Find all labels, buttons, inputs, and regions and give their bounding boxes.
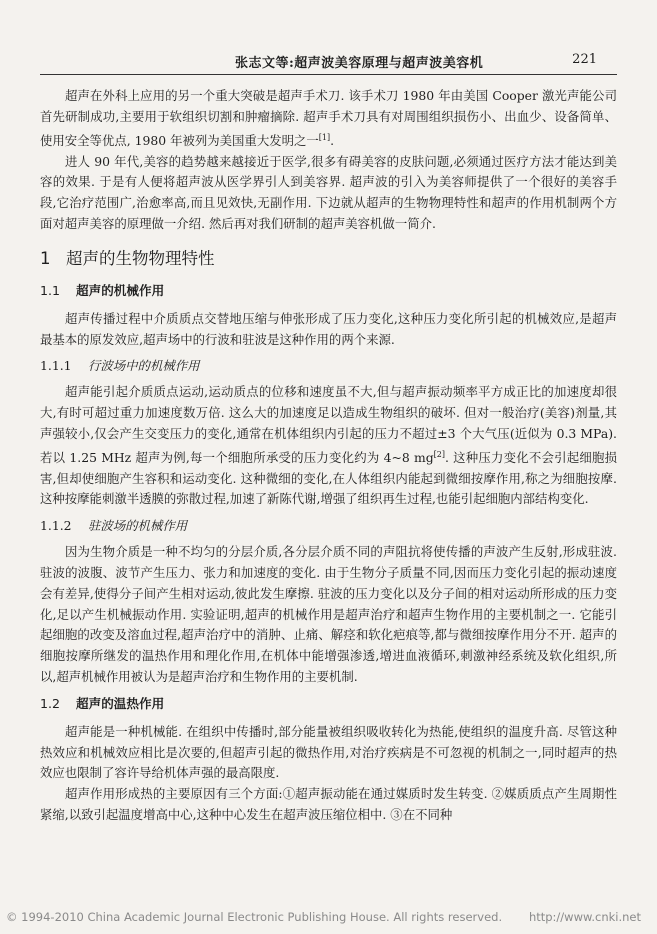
subsubsection-number: 1.1.2 [40, 518, 72, 534]
subsubsection-heading [40, 516, 617, 536]
paragraph: 超声能引起介质质点运动,运动质点的位移和速度虽不大,但与超声振动频率平方成正比的加速度却很大,有时可超过重力加速度数万倍. 这么大的加速度足以造成生物组织的破坏. 但对一般治疗(美容)剂量,其声强较小,仅会产生交变压力的变化,通常在机体组织内引起的压力不超过±3 个大气压(近似为 0.3 MPa). 若以 1.25 MHz 超声为例,每一个细胞所承受的压力变化约为 4~8 mg[2]. 这种压力变化不会引起细胞损害,但却使细胞产生容积和运动变化. 这种微细的变化,在人体组织内能起到微细按摩作用,称之为细胞按摩. 这种按摩能刺激半透膜的弥散过程,加速了新陈代谢,增强了组织再生过程,也能引起细胞内部结构变化. [40, 384, 617, 507]
subsubsection-heading [40, 356, 617, 376]
intro-paragraph-1: 超声在外科上应用的另一个重大突破是超声手术刀. 该手术刀 1980 年由美国 Cooper 激光声能公司首先研制成功,主要用于软组织切割和肿瘤摘除. 超声手术刀具有对周围组织损伤小、出血少、设备简单、使用安全等优点, 1980 年被列为美国重大发明之一[1]. [40, 88, 617, 148]
paragraph: 因为生物介质是一种不均匀的分层介质,各分层介质不同的声阻抗将使传播的声波产生反射,形成驻波. 驻波的波腹、波节产生压力、张力和加速度的变化. 由于生物分子质量不同,因而压力变化引起的振动速度会有差异,使得分子间产生相对运动,彼此发生摩擦. 驻波的压力变化以及分子间的相对运动所形成的压力变化,足以产生机械振动作用. 实验证明,超声的机械作用是超声治疗和超声生物作用的主要机制之一. 它能引起细胞的改变及溶血过程,超声治疗中的消肿、止痛、解痉和软化疤痕等,都与微细按摩作用分不开. 超声的细胞按摩所继发的温热作用和理化作用,在机体中能增强渗透,增进血液循环,刺激神经系统及软化组织,所以,超声机械作用被认为是超声治疗和生物作用的主要机制. [40, 544, 617, 684]
copyright-notice: © 1994-2010 China Academic Journal Electronic Publishing House. All rights reserved. [6, 910, 503, 924]
running-header [40, 52, 617, 75]
subsubsection-number: 1.1.1 [40, 358, 72, 374]
section-title: 超声的生物物理特性 [66, 248, 215, 268]
intro-paragraph-2: 进人 90 年代,美容的趋势越来越接近于医学,很多有碍美容的皮肤问题,必须通过医疗方法才能达到美容的效果. 于是有人便将超声波从医学界引人到美容界. 超声波的引入为美容师提供了一个很好的美容手段,它治疗范围广,治愈率高,而且见效快,无副作用. 下边就从超声的生物物理特性和超声的作用机制两个方面对超声美容的原理做一介绍. 然后再对我们研制的超声美容机做一简介. [40, 153, 617, 231]
paragraph: 超声传播过程中介质质点交替地压缩与伸张形成了压力变化,这种压力变化所引起的机械效应,是超声最基本的原发效应,超声场中的行波和驻波是这种作用的两个来源. [40, 310, 617, 347]
section-heading [40, 247, 617, 271]
footer-link[interactable]: http://www.cnki.net [528, 910, 641, 924]
citation-ref[interactable]: [1] [318, 132, 331, 142]
paragraph: 超声能是一种机械能. 在组织中传播时,部分能量被组织吸收转化为热能,使组织的温度升高. 尽管这种热效应和机械效应相比是次要的,但超声引起的微热作用,对治疗疾病是不可忽视的机制之一,同时超声的热效应也限制了容许导给机体声强的最高限度. [40, 723, 617, 781]
page-number: 221 [572, 52, 597, 67]
subsection-number: 1.2 [40, 695, 61, 711]
section-number: 1 [40, 248, 51, 268]
article-body [40, 86, 617, 826]
citation-ref[interactable]: [2] [433, 449, 445, 459]
subsection-heading [40, 281, 617, 301]
subsection-heading [40, 694, 617, 714]
subsection-title: 超声的机械作用 [76, 282, 165, 298]
subsection-number: 1.1 [40, 282, 61, 298]
subsection-title: 超声的温热作用 [76, 695, 165, 711]
running-title: 张志文等:超声波美容原理与超声波美容机 [235, 56, 484, 71]
subsubsection-title: 驻波场的机械作用 [88, 518, 188, 534]
paragraph: 超声作用形成热的主要原因有三个方面:①超声振动能在通过媒质时发生转变. ②媒质质点产生周期性紧缩,以致引起温度增高中心,这种中心发生在超声波压缩位相中. ③在不同种 [40, 786, 617, 822]
page-footer [0, 910, 647, 930]
subsubsection-title: 行波场中的机械作用 [88, 358, 200, 374]
